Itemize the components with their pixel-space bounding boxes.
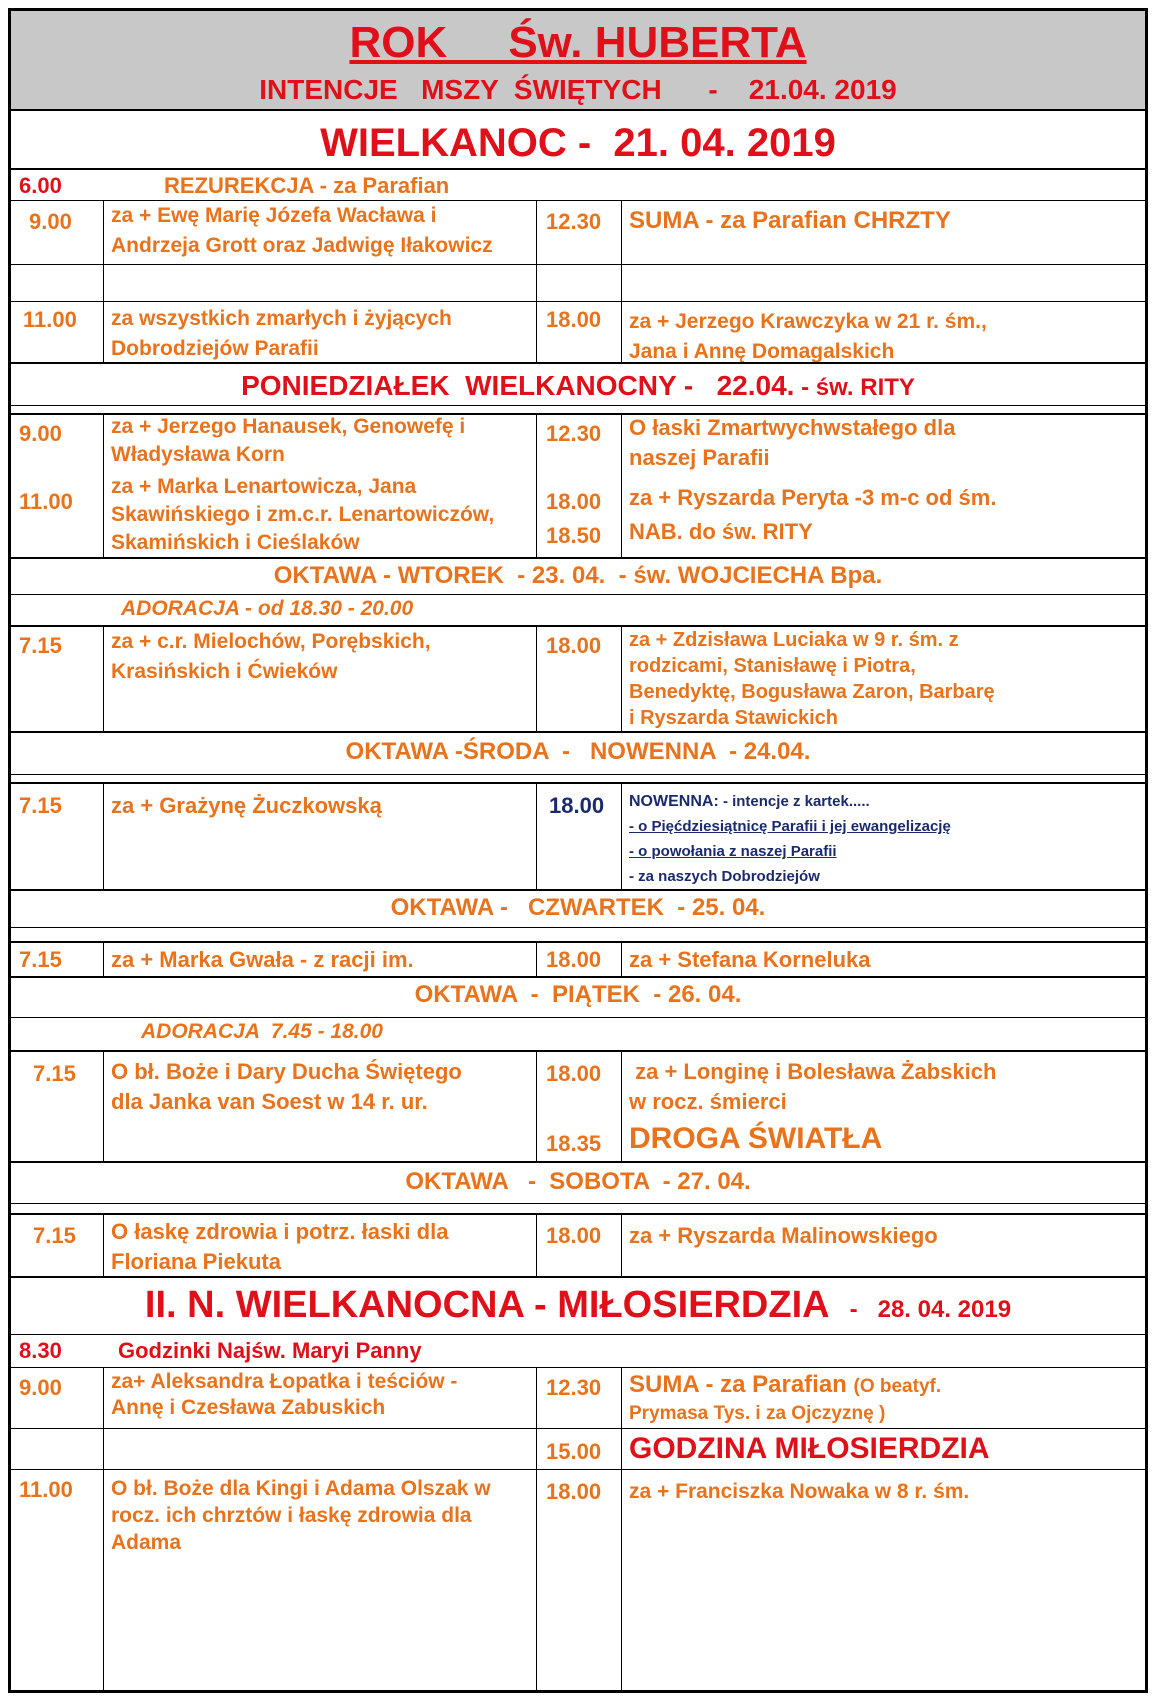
mass-intention: SUMA - za Parafian (O beatyf. [629, 1371, 942, 1398]
mass-time: 18.00 [546, 1223, 602, 1248]
rezurekcja-time: 6.00 [19, 173, 62, 198]
nowenna-list: NOWENNA: - intencje z kartek..... - o Pięćdziesiątnicę Parafii i jej ewangelizację - o powołania z naszej Parafii - za naszych Dobrodziejów [629, 793, 951, 885]
droga-swiatla: DROGA ŚWIATŁA [629, 1122, 883, 1155]
mass-time: 18.00 [546, 489, 602, 514]
mass-intention: za + Jerzego Hanausek, Genowefę i Władysława Korn [111, 415, 466, 466]
page-title: ROK Św. HUBERTA [349, 18, 807, 67]
schedule-frame [8, 8, 1148, 1693]
czwartek-title: OKTAWA - CZWARTEK - 25. 04. [390, 894, 766, 921]
mass-time: 18.00 [546, 307, 602, 332]
niedziela-title: II. N. WIELKANOCNA - MIŁOSIERDZIA - 28. 04. 2019 [144, 1284, 1012, 1326]
page-subtitle: INTENCJE MSZY ŚWIĘTYCH - 21.04. 2019 [259, 74, 897, 105]
poniedzialek-title: PONIEDZIAŁEK WIELKANOCNY - 22.04. - św. RITY [241, 370, 915, 401]
mass-intention: za + Stefana Korneluka [629, 947, 871, 972]
mass-intention: za + Franciszka Nowaka w 8 r. śm. [629, 1480, 970, 1503]
rezurekcja-text: REZUREKCJA - za Parafian [164, 173, 450, 198]
mass-time: 18.00 [546, 1061, 602, 1086]
adoracja-label: ADORACJA 7.45 - 18.00 [141, 1020, 383, 1043]
mass-time: 7.15 [33, 1223, 76, 1248]
mass-intention: za + Grażynę Żuczkowską [111, 793, 382, 818]
mass-time: 7.15 [19, 793, 62, 818]
mass-time: 7.15 [19, 947, 62, 972]
mass-time: 11.00 [19, 489, 73, 514]
mass-intention: za+ Aleksandra Łopatka i teściów - Annę i Czesława Zabuskich [111, 1370, 458, 1419]
wtorek-title: OKTAWA - WTOREK - 23. 04. - św. WOJCIECHA Bpa. [273, 562, 883, 589]
godzina-milosierdzia: GODZINA MIŁOSIERDZIA [629, 1432, 990, 1465]
mass-intention: NAB. do św. RITY [629, 519, 813, 544]
sobota-title: OKTAWA - SOBOTA - 27. 04. [405, 1168, 751, 1195]
mass-intention: za wszystkich zmarłych i żyjących Dobrodziejów Parafii [111, 307, 452, 360]
godzinki-text: Godzinki Najśw. Maryi Panny [118, 1338, 422, 1363]
mass-intention: za + Ewę Marię Józefa Wacława i Andrzeja Grott oraz Jadwigę Iłakowicz [111, 204, 493, 257]
mass-intention: za + Longinę i Bolesława Żabskich w rocz. śmierci [629, 1059, 997, 1114]
mass-intention: za + Marka Gwała - z racji im. [111, 947, 414, 972]
adoracja-label: ADORACJA - od 18.30 - 20.00 [121, 597, 414, 620]
mass-time: 18.00 [546, 1479, 602, 1504]
mass-intention: za + Jerzego Krawczyka w 21 r. śm., Jana i Annę Domagalskich [629, 310, 987, 363]
mass-intention: za + Ryszarda Malinowskiego [629, 1223, 938, 1248]
mass-intention: SUMA - za Parafian CHRZTY [629, 207, 951, 234]
mass-time: 9.00 [19, 1375, 62, 1400]
mass-time: 11.00 [19, 1477, 73, 1502]
mass-time: 18.35 [546, 1131, 602, 1156]
mass-time: 12.30 [546, 421, 602, 446]
mass-intention: O bł. Boże dla Kingi i Adama Olszak w rocz. ich chrztów i łaskę zdrowia dla Adama [111, 1477, 491, 1554]
mass-time: 11.00 [23, 307, 77, 332]
mass-intention: Prymasa Tys. i za Ojczyznę ) [629, 1403, 886, 1424]
wielkanoc-title: WIELKANOC - 21. 04. 2019 [320, 121, 836, 165]
mass-intention: za + Marka Lenartowicza, Jana Skawińskiego i zm.c.r. Lenartowiczów, Skamińskich i Cieślaków [111, 475, 495, 554]
sroda-title: OKTAWA -ŚRODA - NOWENNA - 24.04. [345, 738, 811, 765]
mass-time: 18.00 [546, 947, 602, 972]
mass-time: 9.00 [19, 421, 62, 446]
mass-time: 18.50 [546, 523, 602, 548]
mass-time: 7.15 [19, 633, 62, 658]
mass-time: 18.00 [546, 633, 602, 658]
mass-intention: za + Ryszarda Peryta -3 m-c od śm. [629, 485, 997, 510]
mass-time: 12.30 [546, 1375, 602, 1400]
mass-intention: O łaski Zmartwychwstałego dla naszej Parafii [629, 415, 956, 470]
piatek-title: OKTAWA - PIĄTEK - 26. 04. [414, 981, 742, 1008]
mass-time: 12.30 [546, 209, 602, 234]
godzinki-time: 8.30 [19, 1338, 62, 1363]
mass-intention: za + Zdzisława Luciaka w 9 r. śm. z rodzicami, Stanisławę i Piotra, Benedyktę, Bogusława Zaron, Barbarę i Ryszarda Stawickich [629, 629, 995, 729]
mass-time: 7.15 [33, 1061, 76, 1086]
mass-time: 9.00 [29, 209, 72, 234]
mass-time: 18.00 [549, 793, 605, 818]
mass-time: 15.00 [546, 1439, 602, 1464]
mass-intention: O bł. Boże i Dary Ducha Świętego dla Janka van Soest w 14 r. ur. [111, 1059, 462, 1114]
mass-intention: O łaskę zdrowia i potrz. łaski dla Floriana Piekuta [111, 1219, 449, 1274]
mass-intention: za + c.r. Mielochów, Porębskich, Krasińskich i Ćwieków [111, 630, 431, 683]
